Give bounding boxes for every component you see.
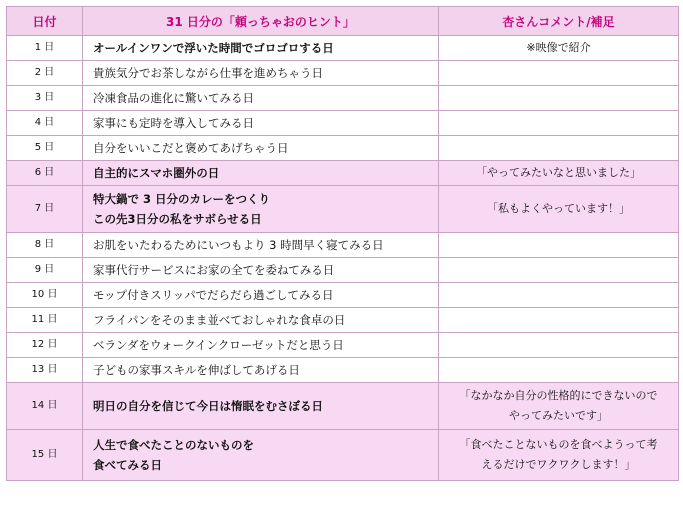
header-date: 日付 — [7, 7, 83, 36]
table-row — [7, 233, 679, 258]
hint-line: 明日の自分を信じて今日は惰眠をむさぼる日 — [93, 399, 323, 413]
cell-hint — [83, 308, 439, 333]
table-row — [7, 161, 679, 186]
cell-date: 4 日 — [7, 111, 83, 136]
cell-date: 10 日 — [7, 283, 83, 308]
header-comment: 杏さんコメント/補足 — [439, 7, 679, 36]
cell-hint — [83, 136, 439, 161]
cell-date: 9 日 — [7, 258, 83, 283]
table-row — [7, 358, 679, 383]
hint-line: 自主的にスマホ圏外の日 — [93, 166, 220, 180]
cell-comment — [439, 136, 679, 161]
cell-comment — [439, 358, 679, 383]
hint-table-container — [6, 6, 678, 481]
hint-line: 貴族気分でお茶しながら仕事を進めちゃう日 — [93, 66, 323, 80]
hint-line: 特大鍋で 3 日分のカレーをつくり — [93, 192, 271, 206]
cell-hint — [83, 233, 439, 258]
table-row — [7, 86, 679, 111]
cell-comment — [439, 86, 679, 111]
comment-line: やってみたいです」 — [509, 409, 608, 422]
hint-line: 子どもの家事スキルを伸ばしてあげる日 — [93, 363, 300, 377]
cell-date: 8 日 — [7, 233, 83, 258]
cell-hint — [83, 383, 439, 430]
cell-date: 6 日 — [7, 161, 83, 186]
cell-comment — [439, 186, 679, 233]
cell-hint — [83, 333, 439, 358]
table-row — [7, 136, 679, 161]
hint-line: お肌をいたわるためにいつもより 3 時間早く寝てみる日 — [93, 238, 384, 252]
hint-line: 冷凍食品の進化に驚いてみる日 — [93, 91, 254, 105]
cell-hint — [83, 161, 439, 186]
table-row — [7, 61, 679, 86]
cell-date: 11 日 — [7, 308, 83, 333]
comment-line: 「私もよくやっています！」 — [487, 202, 630, 215]
hint-line: フライパンをそのまま並べておしゃれな食卓の日 — [93, 313, 346, 327]
comment-line: えるだけでワクワクします！」 — [481, 458, 636, 471]
cell-comment — [439, 111, 679, 136]
hint-line: 自分をいいこだと褒めてあげちゃう日 — [93, 141, 289, 155]
hint-line: 家事にも定時を導入してみる日 — [93, 116, 254, 130]
cell-hint — [83, 258, 439, 283]
hint-line: 人生で食べたことのないものを — [93, 438, 254, 452]
hint-line: 食べてみる日 — [93, 458, 162, 472]
cell-hint — [83, 36, 439, 61]
cell-date: 14 日 — [7, 383, 83, 430]
cell-comment — [439, 333, 679, 358]
cell-date: 3 日 — [7, 86, 83, 111]
comment-line: 「なかなか自分の性格的にできないので — [459, 389, 658, 402]
table-row — [7, 308, 679, 333]
table-header-row — [7, 7, 679, 36]
cell-date: 2 日 — [7, 61, 83, 86]
cell-comment — [439, 161, 679, 186]
cell-hint — [83, 283, 439, 308]
cell-date: 7 日 — [7, 186, 83, 233]
cell-comment — [439, 283, 679, 308]
cell-comment — [439, 233, 679, 258]
cell-comment — [439, 430, 679, 481]
table-row — [7, 430, 679, 481]
cell-hint — [83, 430, 439, 481]
table-row — [7, 111, 679, 136]
hint-line: 家事代行サービスにお家の全てを委ねてみる日 — [93, 263, 335, 277]
cell-comment — [439, 36, 679, 61]
header-hint: 31 日分の「頼っちゃおのヒント」 — [83, 7, 439, 36]
table-row — [7, 383, 679, 430]
table-row — [7, 258, 679, 283]
table-row — [7, 283, 679, 308]
cell-hint — [83, 61, 439, 86]
table-row — [7, 333, 679, 358]
cell-hint — [83, 358, 439, 383]
cell-date: 12 日 — [7, 333, 83, 358]
hint-line: この先3日分の私をサボらせる日 — [93, 212, 262, 226]
hint-line: ベランダをウォークインクローゼットだと思う日 — [93, 338, 344, 352]
cell-comment — [439, 383, 679, 430]
table-row — [7, 36, 679, 61]
cell-date: 13 日 — [7, 358, 83, 383]
table-row — [7, 186, 679, 233]
cell-date: 5 日 — [7, 136, 83, 161]
hint-line: オールインワンで浮いた時間でゴロゴロする日 — [93, 41, 334, 55]
hint-table — [6, 6, 679, 481]
hint-line: モップ付きスリッパでだらだら過ごしてみる日 — [93, 288, 334, 302]
cell-date: 1 日 — [7, 36, 83, 61]
cell-hint — [83, 186, 439, 233]
comment-line: 「やってみたいなと思いました」 — [476, 166, 641, 179]
comment-line: ※映像で紹介 — [526, 41, 591, 54]
cell-hint — [83, 111, 439, 136]
comment-line: 「食べたことないものを食べようって考 — [459, 438, 658, 451]
cell-date: 15 日 — [7, 430, 83, 481]
cell-comment — [439, 61, 679, 86]
table-body — [7, 36, 679, 481]
cell-comment — [439, 308, 679, 333]
cell-hint — [83, 86, 439, 111]
cell-comment — [439, 258, 679, 283]
